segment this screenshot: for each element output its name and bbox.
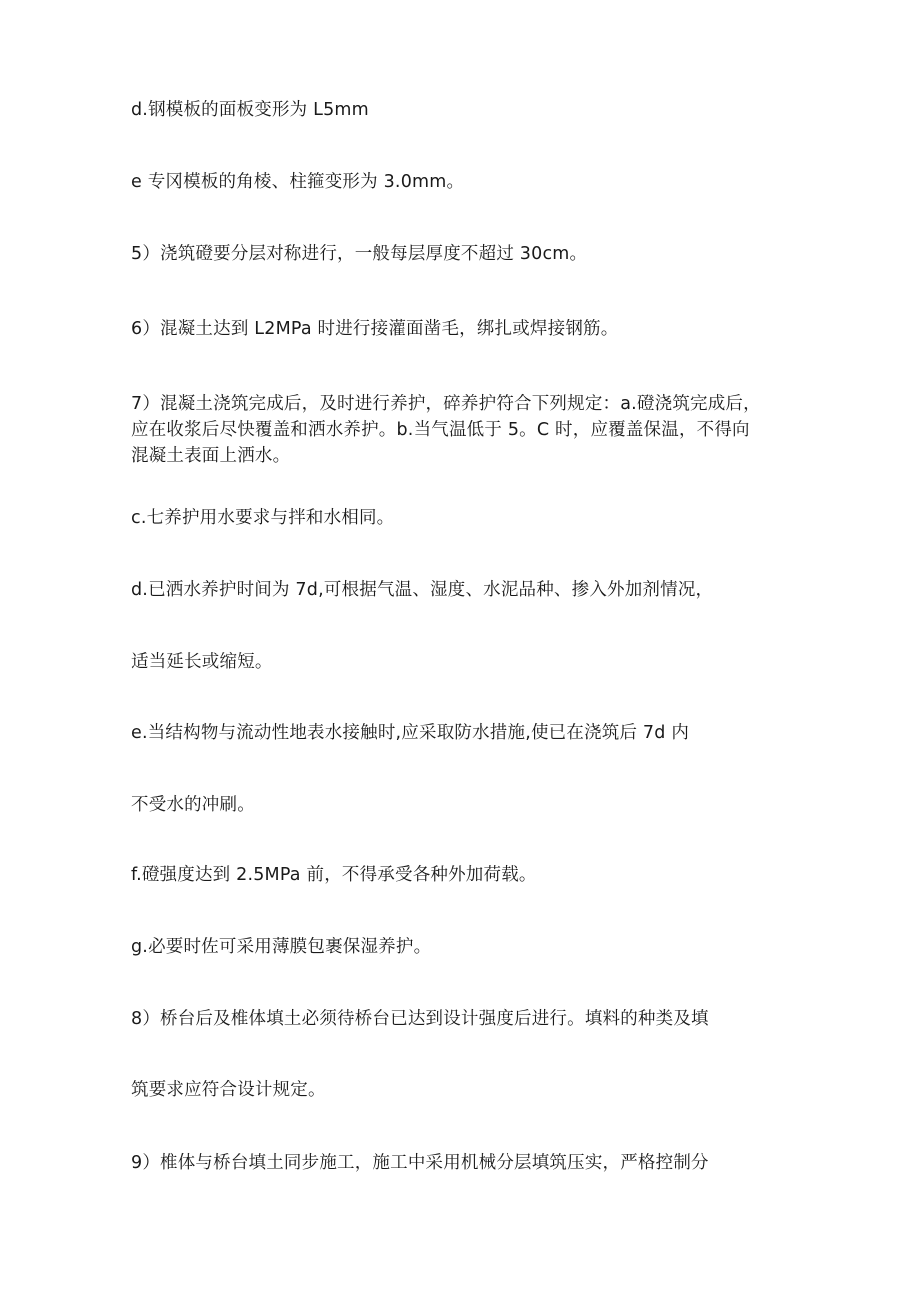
text-line-item-8-cont: 筑要求应符合设计规定。 xyxy=(131,1080,326,1100)
text-line-item-8: 8）桥台后及椎体填土必须待桥台已达到设计强度后进行。填料的种类及填 xyxy=(131,1009,709,1029)
text-line-item-6: 6）混凝土达到 L2MPa 时进行接灌面凿毛，绑扎或焊接钢筋。 xyxy=(131,319,619,339)
paragraph-item-7-line-1: 7）混凝土浇筑完成后，及时进行养护，碎养护符合下列规定：a.磴浇筑完成后， xyxy=(131,394,761,414)
text-line-item-9: 9）椎体与桥台填土同步施工，施工中采用机械分层填筑压实，严格控制分 xyxy=(131,1153,709,1173)
paragraph-item-7-line-2: 应在收浆后尽快覆盖和洒水养护。b.当气温低于 5。C 时，应覆盖保温，不得向 xyxy=(131,420,750,440)
text-line-g-film-wrap: g.必要时佐可采用薄膜包裹保湿养护。 xyxy=(131,937,432,957)
text-line-c-curing-water: c.七养护用水要求与拌和水相同。 xyxy=(131,508,395,528)
text-line-d-steel-panel: d.钢模板的面板变形为 L5mm xyxy=(131,100,369,120)
text-line-e-corner-deformation: e 专冈模板的角棱、柱箍变形为 3.0mm。 xyxy=(131,172,465,192)
text-line-item-5: 5）浇筑磴要分层对称进行，一般每层厚度不超过 30cm。 xyxy=(131,244,588,264)
text-line-f-strength: f.磴强度达到 2.5MPa 前，不得承受各种外加荷载。 xyxy=(131,865,537,885)
paragraph-item-7-line-3: 混凝土表面上洒水。 xyxy=(131,446,291,466)
text-line-d-curing-time-cont: 适当延长或缩短。 xyxy=(131,652,273,672)
text-line-d-curing-time: d.已洒水养护时间为 7d,可根据气温、湿度、水泥品种、掺入外加剂情况， xyxy=(131,580,714,600)
paragraph-item-7 xyxy=(131,391,791,469)
text-line-e-waterproof-cont: 不受水的冲刷。 xyxy=(131,795,255,815)
text-line-e-waterproof: e.当结构物与流动性地表水接触时,应采取防水措施,使已在浇筑后 7d 内 xyxy=(131,723,690,743)
